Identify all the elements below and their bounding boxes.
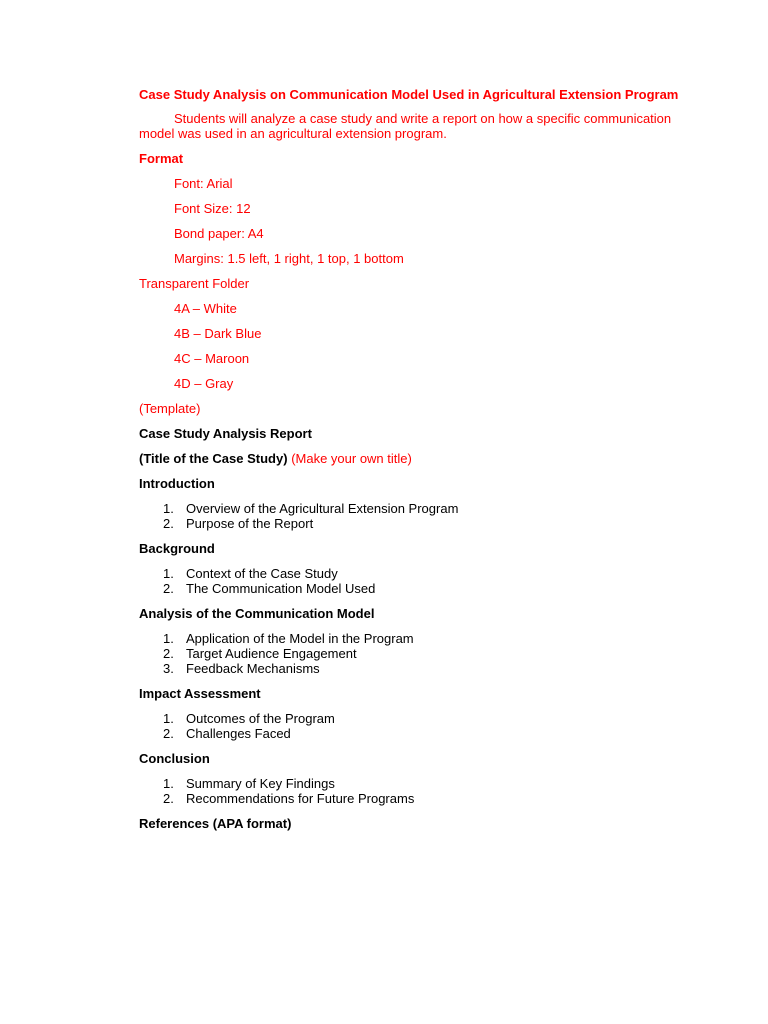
list-item-text: Context of the Case Study [186,566,338,581]
list-item-text: Feedback Mechanisms [186,661,320,676]
folder-item-4b: 4B – Dark Blue [174,326,262,341]
list-number: 1. [163,776,174,791]
list-item [139,581,679,596]
format-item-margins: Margins: 1.5 left, 1 right, 1 top, 1 bottom [174,251,404,266]
references-heading: References (APA format) [139,816,292,831]
list-item-text: Recommendations for Future Programs [186,791,415,806]
section-heading-analysis: Analysis of the Communication Model [139,606,375,621]
folder-heading: Transparent Folder [139,276,250,291]
list-item [139,631,679,646]
list-item-text: The Communication Model Used [186,581,376,596]
section-heading-introduction: Introduction [139,476,215,491]
list-number: 2. [163,726,174,741]
list-item-text: Target Audience Engagement [186,646,357,661]
list-item-text: Purpose of the Report [186,516,314,531]
list-item-text: Challenges Faced [186,726,291,741]
folder-item-4d: 4D – Gray [174,376,234,391]
list-item [139,501,679,516]
list-number: 2. [163,646,174,661]
list-item [139,711,679,726]
list-number: 2. [163,581,174,596]
list-item-text: Summary of Key Findings [186,776,335,791]
list-item [139,791,679,806]
case-title-note: (Make your own title) [291,451,412,466]
format-item-font: Font: Arial [174,176,233,191]
list-number: 1. [163,711,174,726]
section-heading-impact: Impact Assessment [139,686,261,701]
report-heading: Case Study Analysis Report [139,426,312,441]
case-title-line [139,451,679,466]
section-heading-conclusion: Conclusion [139,751,210,766]
list-item [139,776,679,791]
introduction-list [139,501,679,531]
list-item-text: Application of the Model in the Program [186,631,414,646]
list-number: 1. [163,631,174,646]
format-heading: Format [139,151,184,166]
case-title: (Title of the Case Study) [139,451,288,466]
format-item-size: Font Size: 12 [174,201,251,216]
list-number: 3. [163,661,174,676]
intro-paragraph: Students will analyze a case study and write a report on how a specific communication model was used in an agricultural extension program. [139,111,672,141]
list-number: 2. [163,516,174,531]
list-item-text: Overview of the Agricultural Extension Program [186,501,459,516]
background-list [139,566,679,596]
list-item [139,516,679,531]
list-item-text: Outcomes of the Program [186,711,335,726]
list-number: 1. [163,501,174,516]
list-item [139,726,679,741]
list-item [139,646,679,661]
list-item [139,566,679,581]
folder-item-4a: 4A – White [174,301,237,316]
analysis-list [139,631,679,676]
list-number: 2. [163,791,174,806]
impact-list [139,711,679,741]
format-item-paper: Bond paper: A4 [174,226,264,241]
document-title: Case Study Analysis on Communication Model Used in Agricultural Extension Program [139,87,679,102]
section-heading-background: Background [139,541,215,556]
conclusion-list [139,776,679,806]
document-page [139,87,679,841]
folder-item-4c: 4C – Maroon [174,351,250,366]
template-label: (Template) [139,401,201,416]
list-item [139,661,679,676]
list-number: 1. [163,566,174,581]
